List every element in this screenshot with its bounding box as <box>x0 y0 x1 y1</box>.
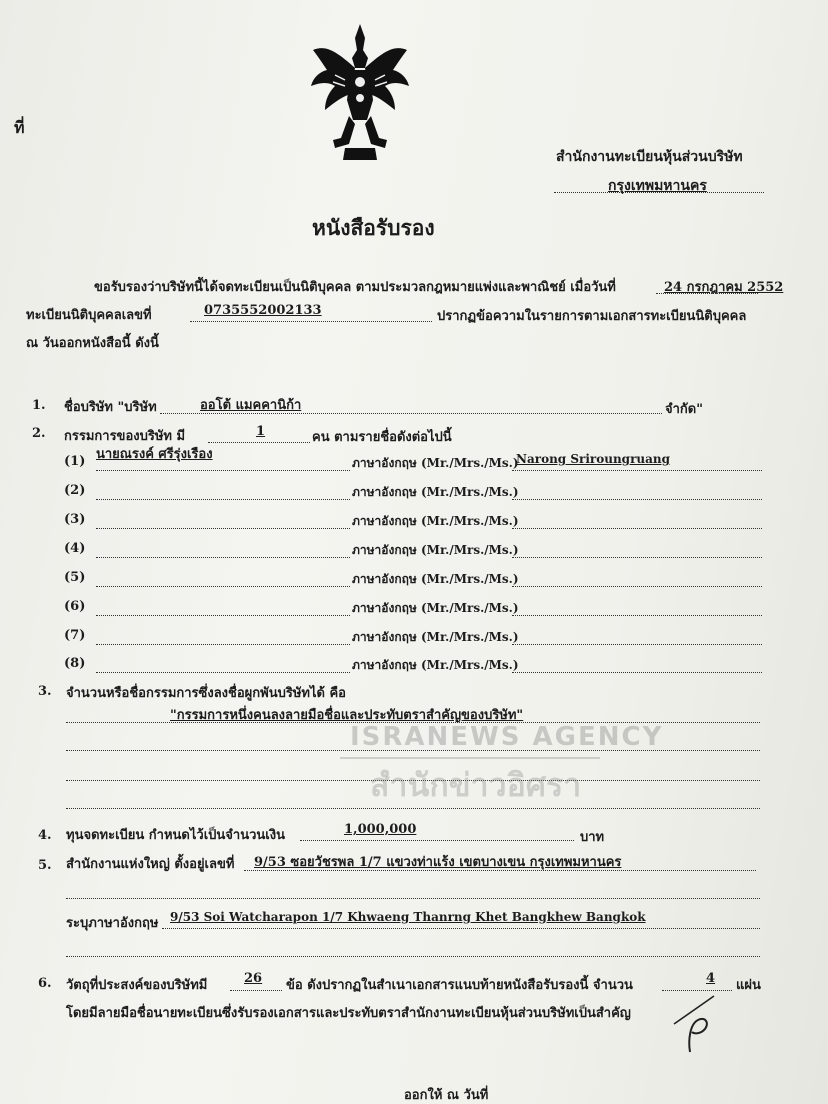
office-name: สำนักงานทะเบียนหุ้นส่วนบริษัท <box>556 149 743 165</box>
objectives-dots <box>230 990 282 991</box>
director-english-dots <box>512 499 762 500</box>
director-number: (7) <box>64 628 86 643</box>
capital-unit: บาท <box>580 830 605 845</box>
registration-date: 24 กรกฎาคม 2552 <box>664 280 784 295</box>
item3-number: 3. <box>38 684 52 699</box>
director-thai-dots <box>96 644 350 645</box>
address-english-label: ระบุภาษาอังกฤษ <box>66 916 159 931</box>
item2-label: กรรมการของบริษัท มี <box>64 429 186 444</box>
director-thai-dots <box>96 470 350 471</box>
director-thai-dots <box>96 528 350 529</box>
director-english-dots <box>512 470 762 471</box>
item5-number: 5. <box>38 858 52 873</box>
watermark-line-2: สำนักข่าวอิศรา <box>370 766 582 804</box>
item5-dots-3 <box>162 928 760 929</box>
director-count: 1 <box>256 424 266 439</box>
item4-dots <box>300 840 574 841</box>
item4-label: ทุนจดทะเบียน กำหนดไว้เป็นจำนวนเงิน <box>66 828 285 843</box>
director-thai-dots <box>96 615 350 616</box>
initial-signature-icon <box>664 994 724 1058</box>
item1-tail: จำกัด" <box>665 402 704 417</box>
objectives-count: 26 <box>244 971 263 986</box>
watermark-rule <box>340 757 600 759</box>
director-number: (5) <box>64 570 86 585</box>
director-english-dots <box>512 644 762 645</box>
item2-count-dots <box>208 442 310 443</box>
garuda-emblem-icon <box>305 20 415 165</box>
director-number: (3) <box>64 512 86 527</box>
director-number: (1) <box>64 454 86 469</box>
address-thai: 9/53 ซอยวัชรพล 1/7 แขวงท่าแร้ง เขตบางเขน กรุงเทพมหานคร <box>254 855 622 870</box>
director-english-label: ภาษาอังกฤษ (Mr./Mrs./Ms.) <box>352 543 519 557</box>
director-thai-dots <box>96 499 350 500</box>
footer-issued-on: ออกให้ ณ วันที่ <box>404 1088 489 1103</box>
pages-unit: แผ่น <box>736 978 761 993</box>
address-english: 9/53 Soi Watcharapon 1/7 Khwaeng Thanrng Khet Bangkhew Bangkok <box>170 910 646 924</box>
item6-line-2: โดยมีลายมือชื่อนายทะเบียนซึ่งรับรองเอกสารและประทับตราสำนักงานทะเบียนหุ้นส่วนบริษัทเป็นสำคัญ <box>66 1006 631 1021</box>
item6-label: วัตถุที่ประสงค์ของบริษัทมี <box>66 978 208 993</box>
director-english-label: ภาษาอังกฤษ (Mr./Mrs./Ms.) <box>352 630 519 644</box>
watermark-line-1: ISRANEWS AGENCY <box>350 722 664 752</box>
company-name: ออโต้ แมคคานิก้า <box>200 398 302 413</box>
registration-number: 0735552002133 <box>204 303 322 318</box>
intro-line-1: ขอรับรองว่าบริษัทนี้ได้จดทะเบียนเป็นนิติบุคคล ตามประมวลกฎหมายแพ่งและพาณิชย์ เมื่อวันที่ <box>94 280 616 295</box>
director-english-dots <box>512 557 762 558</box>
item2-tail: คน ตามรายชื่อดังต่อไปนี้ <box>312 430 452 445</box>
director-english-dots <box>512 528 762 529</box>
document-title: หนังสือรับรอง <box>312 215 435 240</box>
director-number: (8) <box>64 656 86 671</box>
item5-label: สำนักงานแห่งใหญ่ ตั้งอยู่เลขที่ <box>66 857 235 872</box>
director-english-dots <box>512 586 762 587</box>
director-english-dots <box>512 672 762 673</box>
item3-label: จำนวนหรือชื่อกรรมการซึ่งลงชื่อผูกพันบริษัทได้ คือ <box>66 686 346 701</box>
item1-number: 1. <box>32 398 46 413</box>
item5-dots-2 <box>66 898 760 899</box>
item6-mid: ข้อ ดังปรากฏในสำเนาเอกสารแนบท้ายหนังสือรับรองนี้ จำนวน <box>286 978 633 993</box>
intro-line-3: ณ วันออกหนังสือนี้ ดังนี้ <box>26 336 159 351</box>
director-english-label: ภาษาอังกฤษ (Mr./Mrs./Ms.) <box>352 456 519 470</box>
side-mark: ที่ <box>14 118 25 137</box>
director-english-dots <box>512 615 762 616</box>
office-location: กรุงเทพมหานคร <box>608 178 707 194</box>
director-thai-dots <box>96 672 350 673</box>
capital-amount: 1,000,000 <box>344 822 417 837</box>
director-english-label: ภาษาอังกฤษ (Mr./Mrs./Ms.) <box>352 658 519 672</box>
item4-number: 4. <box>38 828 52 843</box>
director-number: (4) <box>64 541 86 556</box>
reg-no-label: ทะเบียนนิติบุคคลเลขที่ <box>26 308 152 323</box>
director-thai-dots <box>96 586 350 587</box>
director-english-label: ภาษาอังกฤษ (Mr./Mrs./Ms.) <box>352 514 519 528</box>
reg-no-tail: ปรากฏข้อความในรายการตามเอกสารทะเบียนนิติบุคคล <box>437 309 747 324</box>
director-thai-dots <box>96 557 350 558</box>
director-english-label: ภาษาอังกฤษ (Mr./Mrs./Ms.) <box>352 485 519 499</box>
pages-dots <box>662 990 732 991</box>
director-number: (2) <box>64 483 86 498</box>
signing-authority: "กรรมการหนึ่งคนลงลายมือชื่อและประทับตราสำคัญของบริษัท" <box>170 708 524 723</box>
item1-label: ชื่อบริษัท "บริษัท <box>64 400 157 415</box>
reg-no-dots <box>190 321 432 322</box>
item6-number: 6. <box>38 976 52 991</box>
director-thai-name: นายณรงค์ ศรีรุ่งเรือง <box>96 447 213 462</box>
director-english-name: Narong Sriroungruang <box>516 452 671 466</box>
item2-number: 2. <box>32 426 46 441</box>
director-english-label: ภาษาอังกฤษ (Mr./Mrs./Ms.) <box>352 601 519 615</box>
director-english-label: ภาษาอังกฤษ (Mr./Mrs./Ms.) <box>352 572 519 586</box>
pages-count: 4 <box>706 971 716 986</box>
item5-dots-4 <box>66 956 760 957</box>
director-number: (6) <box>64 599 86 614</box>
